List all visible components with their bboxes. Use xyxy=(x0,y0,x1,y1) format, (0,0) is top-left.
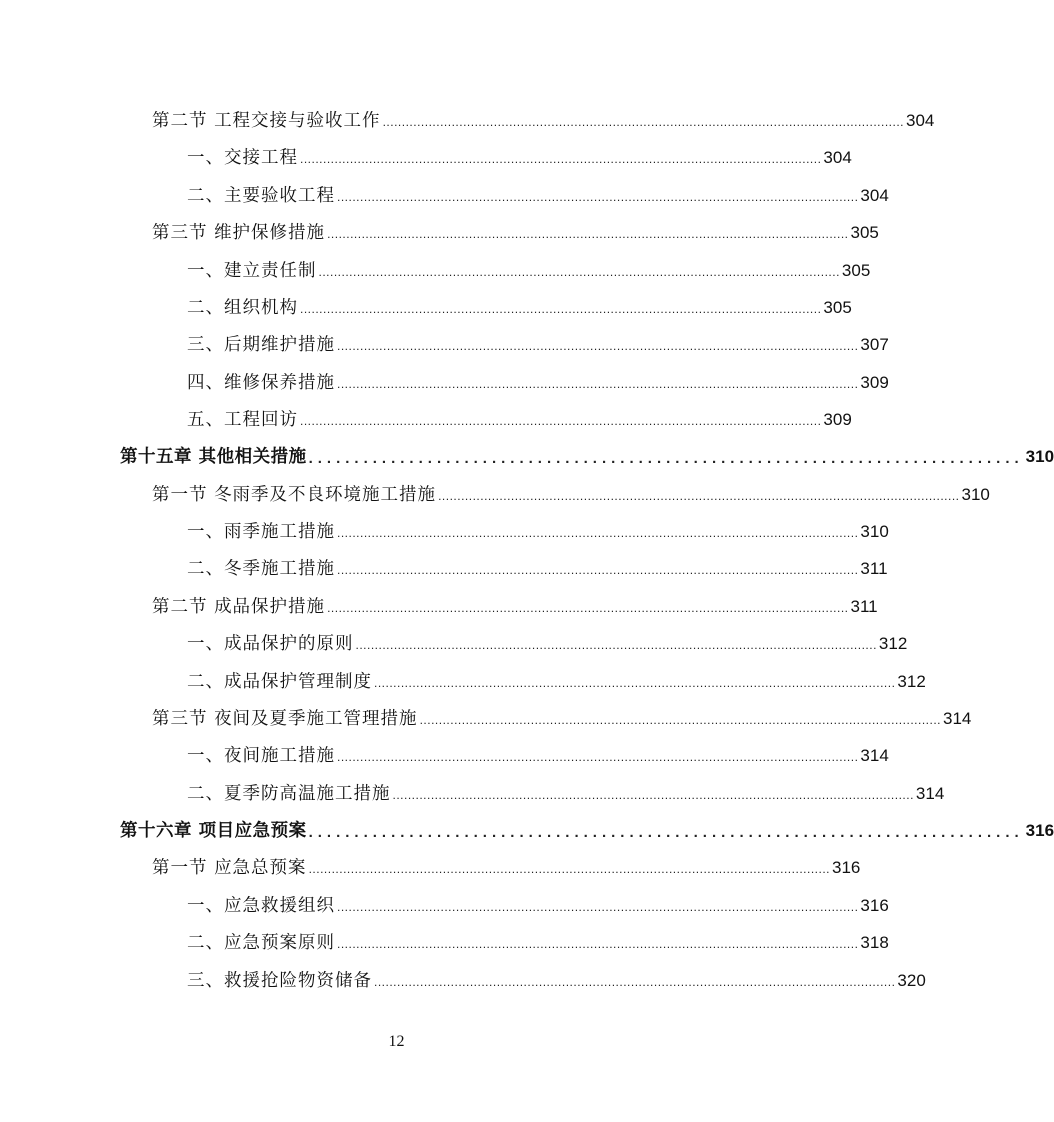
toc-entry-label: 第三节 夜间及夏季施工管理措施 xyxy=(152,709,418,729)
toc-entry-label: 第一节 冬雨季及不良环境施工措施 xyxy=(152,485,437,505)
toc-entry-label: 第二节 成品保护措施 xyxy=(152,597,326,617)
dot-leader: ........................................................................................................................................ xyxy=(337,526,859,540)
toc-entry[interactable] xyxy=(152,592,878,618)
toc-entry-page: 309 xyxy=(860,373,889,392)
toc-entry-label: 第三节 维护保修措施 xyxy=(152,223,326,243)
toc-entry-page: 305 xyxy=(823,298,852,317)
toc-entry[interactable] xyxy=(152,218,879,244)
toc-entry-page: 307 xyxy=(860,335,889,354)
toc-entry-label: 二、组织机构 xyxy=(187,298,298,318)
dot-leader: ........................................................................................................................................ xyxy=(355,638,877,652)
toc-entry[interactable] xyxy=(187,368,889,394)
toc-entry-label: 二、主要验收工程 xyxy=(187,186,335,206)
dot-leader: ........................................................................................................................................ xyxy=(392,788,914,802)
toc-entry-label: 五、工程回访 xyxy=(187,410,298,430)
dot-leader: ........................................................................................................................................ xyxy=(438,489,960,503)
toc-entry-label: 一、雨季施工措施 xyxy=(187,522,335,542)
dot-leader: ........................................................................................................................................ xyxy=(337,750,859,764)
toc-entry[interactable] xyxy=(187,667,926,693)
dot-leader: ........................................................................................................................................ xyxy=(419,713,941,727)
toc-entry-label: 一、成品保护的原则 xyxy=(187,634,354,654)
toc-entry[interactable] xyxy=(187,779,945,805)
toc-entry-page: 316 xyxy=(860,896,889,915)
toc-entry[interactable] xyxy=(187,741,889,767)
toc-entry-page: 304 xyxy=(905,111,935,130)
toc-entry[interactable] xyxy=(187,554,888,580)
toc-entry[interactable] xyxy=(187,256,871,282)
dot-leader: ........................................................................................................................................ xyxy=(337,563,859,577)
toc-entry-label: 一、夜间施工措施 xyxy=(187,746,335,766)
toc-entry-label: 二、成品保护管理制度 xyxy=(187,672,372,692)
toc-entry[interactable] xyxy=(152,106,935,132)
dot-leader: ........................................................................................................................................ xyxy=(300,414,822,428)
toc-entry[interactable] xyxy=(187,517,889,543)
dot-leader: ........................................................................................................................................ xyxy=(374,975,896,989)
toc-chapter-entry[interactable] xyxy=(120,442,1054,468)
toc-entry[interactable] xyxy=(187,330,889,356)
toc-entry-page: 314 xyxy=(915,784,945,803)
toc-entry-label: 三、后期维护措施 xyxy=(187,335,335,355)
toc-entry-page: 316 xyxy=(831,858,861,877)
toc-entry-label: 第十五章 其他相关措施 xyxy=(120,447,307,467)
toc-entry-page: 314 xyxy=(942,709,972,728)
toc-entry[interactable] xyxy=(187,143,852,169)
toc-entry[interactable] xyxy=(187,293,852,319)
toc-entry-page: 304 xyxy=(860,186,889,205)
dot-leader: .............................................................................. xyxy=(308,824,1024,841)
toc-entry-label: 一、建立责任制 xyxy=(187,261,317,281)
toc-entry-page: 311 xyxy=(860,559,888,578)
toc-entry-page: 305 xyxy=(841,261,871,280)
toc-entry-page: 311 xyxy=(850,597,878,616)
dot-leader: .............................................................................. xyxy=(308,450,1024,467)
toc-chapter-entry[interactable] xyxy=(120,816,1054,842)
dot-leader: ........................................................................................................................................ xyxy=(327,601,849,615)
toc-entry-page: 310 xyxy=(961,485,990,504)
toc-entry-page: 305 xyxy=(850,223,879,242)
toc-entry-label: 二、冬季施工措施 xyxy=(187,559,335,579)
dot-leader: ........................................................................................................................................ xyxy=(337,190,859,204)
toc-entry-page: 310 xyxy=(860,522,889,541)
toc-entry[interactable] xyxy=(152,853,861,879)
toc-entry-page: 316 xyxy=(1025,821,1054,840)
toc-entry-page: 304 xyxy=(823,148,852,167)
toc-entry-label: 一、交接工程 xyxy=(187,148,298,168)
toc-entry-page: 314 xyxy=(860,746,889,765)
toc-entry-label: 一、应急救援组织 xyxy=(187,896,335,916)
toc-entry-label: 二、夏季防高温施工措施 xyxy=(187,784,391,804)
toc-entry[interactable] xyxy=(152,704,972,730)
dot-leader: ........................................................................................................................................ xyxy=(337,377,859,391)
toc-entry-page: 312 xyxy=(878,634,908,653)
toc-entry[interactable] xyxy=(187,181,889,207)
toc-entry[interactable] xyxy=(187,928,889,954)
toc-entry-page: 309 xyxy=(823,410,852,429)
dot-leader: ........................................................................................................................................ xyxy=(308,862,830,876)
dot-leader: ........................................................................................................................................ xyxy=(337,900,859,914)
toc-entry[interactable] xyxy=(187,405,852,431)
toc-entry-label: 第二节 工程交接与验收工作 xyxy=(152,111,381,131)
dot-leader: ........................................................................................................................................ xyxy=(300,302,822,316)
toc-entry-label: 第一节 应急总预案 xyxy=(152,858,307,878)
dot-leader: ........................................................................................................................................ xyxy=(337,339,859,353)
toc-entry[interactable] xyxy=(187,629,908,655)
toc-entry[interactable] xyxy=(187,891,889,917)
dot-leader: ........................................................................................................................................ xyxy=(337,937,859,951)
toc-entry[interactable] xyxy=(187,966,926,992)
page-number: 12 xyxy=(388,1033,405,1050)
dot-leader: ........................................................................................................................................ xyxy=(300,152,822,166)
toc-entry-page: 312 xyxy=(897,672,926,691)
toc-entry[interactable] xyxy=(152,480,990,506)
toc-entry-label: 二、应急预案原则 xyxy=(187,933,335,953)
toc-entry-label: 四、维修保养措施 xyxy=(187,373,335,393)
dot-leader: ........................................................................................................................................ xyxy=(382,115,904,129)
dot-leader: ........................................................................................................................................ xyxy=(374,676,896,690)
dot-leader: ........................................................................................................................................ xyxy=(318,265,840,279)
dot-leader: ........................................................................................................................................ xyxy=(327,227,849,241)
toc-entry-page: 310 xyxy=(1025,447,1054,466)
toc-entry-page: 318 xyxy=(860,933,889,952)
toc-entry-label: 第十六章 项目应急预案 xyxy=(120,821,307,841)
toc-entry-label: 三、救援抢险物资储备 xyxy=(187,971,372,991)
toc-entry-page: 320 xyxy=(897,971,926,990)
